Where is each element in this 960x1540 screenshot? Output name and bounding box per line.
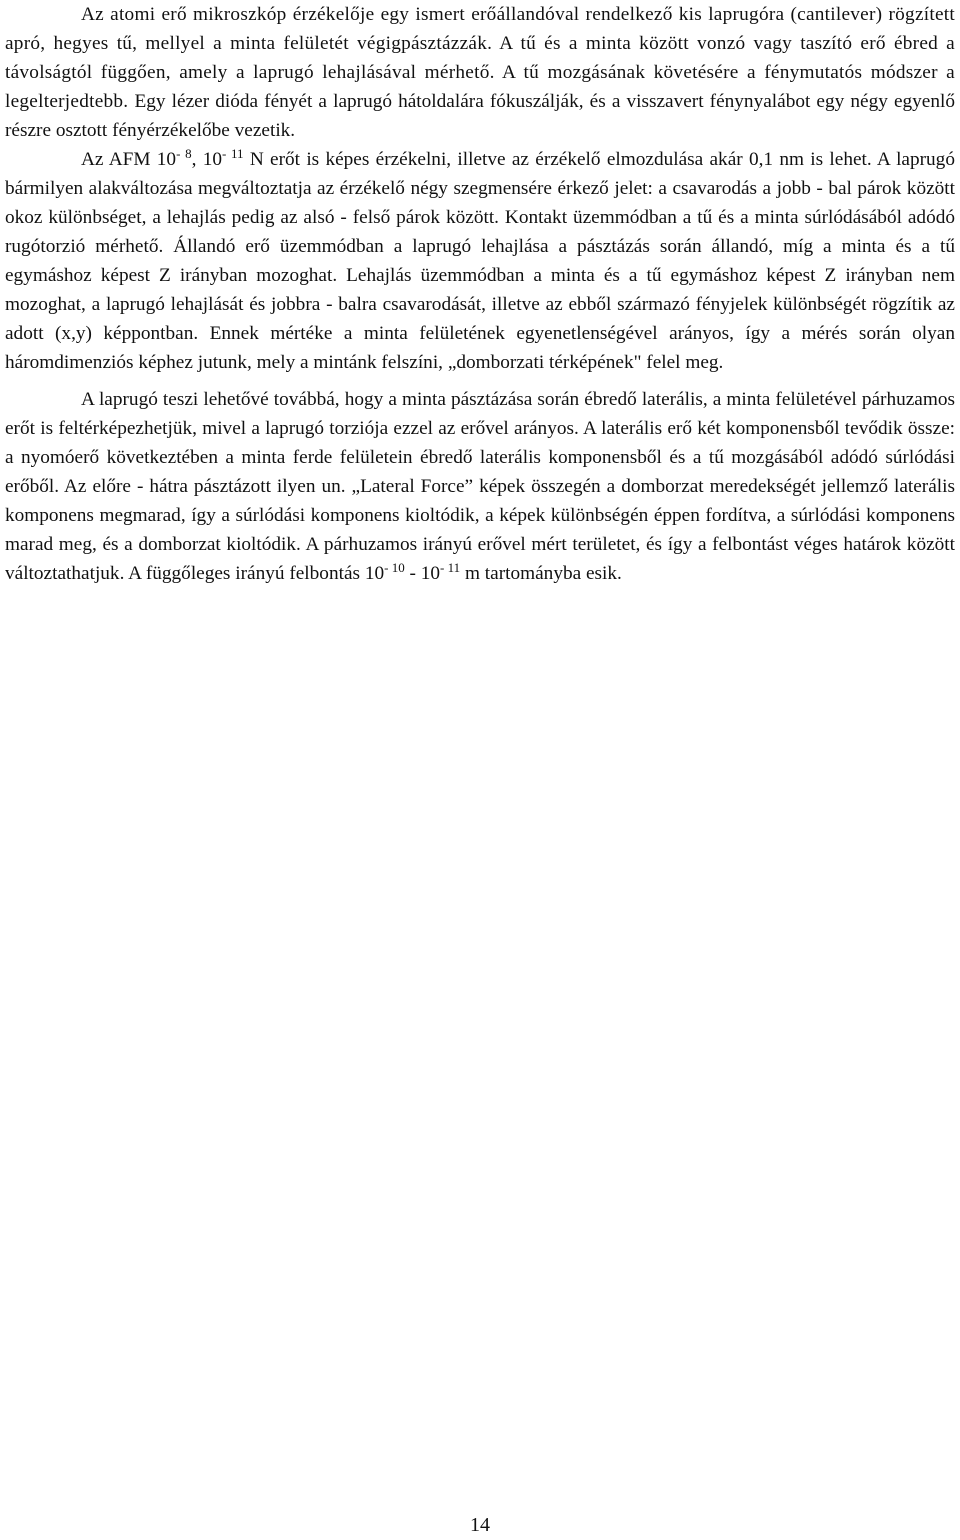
afm-modes-text: N erőt is képes érzékelni, illetve az érzékelő elmozdulása akár 0,1 nm is lehet. A laprugó bármilyen alakváltozása megváltoztatja az érzékelő négy szegmensére érkező jelet: a csavarodás a jobb - bal párok között okoz különbséget, a lehajlás pedig az alsó - felső párok között. Kontakt üzemmódban a tű és a minta súrlódásából adódó rugótorzió mérhető. Állandó erő üzemmódban a laprugó lehajlása a pásztázás során állandó, míg a minta és a tű egymáshoz képest Z irányban mozoghat. Lehajlás üzemmódban a minta és a tű egymáshoz képest Z irányban nem mozoghat, a laprugó lehajlását és jobbra - balra csavarodását, illetve az ebből származó fényjelek különbségét rögzítik az adott (x,y) képpontban. Ennek mértéke a minta felületének egyenetlenségével arányos, így a mérés során olyan háromdimenziós képhez jutunk, mely a mintánk felszíni, „domborzati térképének" felel meg. (5, 149, 955, 373)
paragraph-laser-diode-text: Egy lézer dióda fényét a laprugó hátoldalára fókuszálják, és a visszavert fénynyalábot egy négy egyenlő részre osztott fényérzékelőbe vezetik. (5, 91, 955, 141)
afm-force-range-text: Az AFM 10 (81, 149, 177, 170)
exponent-minus-8: - 8 (176, 146, 192, 161)
exponent-minus-11: - 11 (222, 146, 244, 161)
document-page (5, 0, 955, 588)
lateral-force-text-3: m tartományba esik. (460, 563, 622, 584)
exponent-minus-11-b: - 11 (440, 560, 461, 575)
paragraph-afm-sensor-text: Az atomi erő mikroszkóp érzékelője egy ismert erőállandóval rendelkező kis laprugóra (cantilever) rögzített apró, hegyes tű, mellyel a minta felületét végigpásztázzák. A tű és a minta között vonzó vagy taszító erő ébred a távolságtól függően, amely a laprugó lehajlásával mérhető. A tű mozgásának követésére a fénymutatós módszer a legelterjedtebb. (5, 4, 955, 112)
paragraph-lateral-force (5, 385, 955, 588)
page-number: 14 (470, 1514, 490, 1536)
lateral-force-text-2: - 10 (404, 563, 441, 584)
exponent-minus-10: - 10 (384, 560, 405, 575)
afm-force-range-text-2: , 10 (191, 149, 222, 170)
paragraph-afm-sensor (5, 0, 955, 145)
lateral-force-text: A laprugó teszi lehetővé továbbá, hogy a minta pásztázása során ébredő laterális, a minta felületével párhuzamos erőt is feltérképezhetjük, mivel a laprugó torziója ezzel az erővel arányos. A laterális erő két komponensből tevődik össze: a nyomóerő következtében a minta ferde felületein ébredő laterális komponensből és a tű mozgásából adódó súrlódási erőből. Az előre - hátra pásztázott ilyen un. „Lateral Force” képek összegén a domborzat meredekségét jellemző laterális komponens megmarad, így a súrlódási komponens kioltódik, a képek különbségén éppen fordítva, a súrlódási komponens marad meg, és a domborzat kioltódik. A párhuzamos irányú erővel mért területet, és így a felbontást véges határok között változtathatjuk. A függőleges irányú felbontás 10 (5, 389, 955, 584)
paragraph-afm-modes (5, 145, 955, 377)
